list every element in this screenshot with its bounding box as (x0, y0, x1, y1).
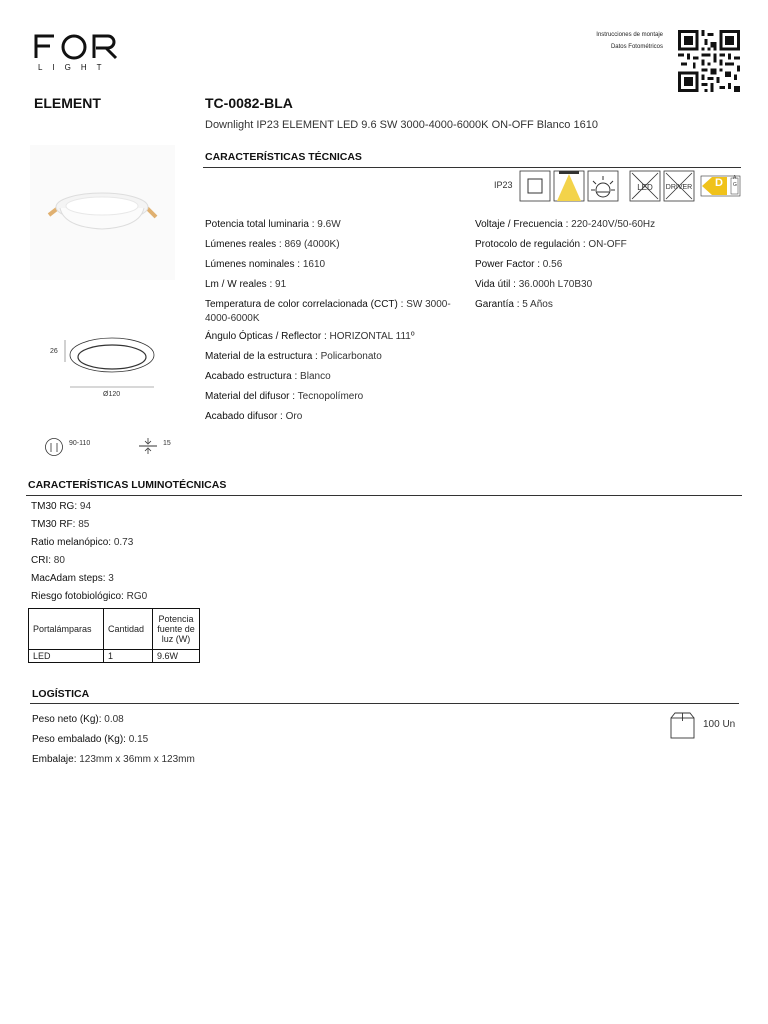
logistics-divider (30, 703, 739, 704)
spec-row: Material del difusor : Tecnopolímero (205, 391, 364, 402)
cut-out-value: 90-110 (69, 440, 91, 447)
tech-left-list (205, 218, 460, 430)
photobiological-icon (588, 171, 618, 201)
spec-row: Acabado estructura : Blanco (205, 371, 331, 382)
lumino-row: TM30 RG: 94 (31, 501, 92, 512)
spec-row: Lúmenes reales : 869 (4000K) (205, 239, 340, 250)
product-description: Downlight IP23 ELEMENT LED 9.6 SW 3000-4000-6000K ON-OFF Blanco 1610 (205, 119, 598, 131)
package-units: 100 Un (703, 719, 736, 730)
product-image (30, 145, 175, 280)
ip-rating: IP23 (494, 180, 513, 190)
lamp-table-header-cell: Potencia fuente de luz (W) (153, 609, 200, 650)
depth-icon (137, 437, 159, 455)
spec-row: Potencia total luminaria : 9.6W (205, 219, 341, 230)
svg-text:LED: LED (637, 183, 653, 192)
depth-value: 15 (163, 440, 171, 447)
product-reference: TC-0082-BLA (205, 95, 293, 111)
dimension-diameter: Ø120 (103, 391, 121, 398)
energy-scale-top: A (733, 175, 737, 181)
lamp-table-header-cell: Cantidad (104, 609, 153, 650)
logistics-row: Peso neto (Kg): 0.08 (32, 714, 124, 725)
product-family: ELEMENT (34, 95, 101, 111)
lamp-table-cell: LED (29, 650, 104, 663)
lamp-table-cell: 1 (104, 650, 153, 663)
spec-row: Lúmenes nominales : 1610 (205, 259, 326, 270)
dimension-height: 26 (50, 348, 58, 355)
logistics-section-title: LOGÍSTICA (32, 688, 90, 700)
svg-text:DRIVER: DRIVER (665, 184, 693, 191)
no-led-replace-icon (630, 171, 660, 201)
spec-row: Temperatura de color correlacionada (CCT) : SW 3000-4000-6000K (205, 299, 451, 324)
lumino-list (31, 500, 147, 608)
spec-row: Acabado difusor : Oro (205, 411, 303, 422)
spec-row: Protocolo de regulación : ON-OFF (475, 239, 627, 250)
energy-scale (733, 175, 738, 189)
cut-out-icon (44, 437, 64, 457)
lumino-row: CRI: 80 (31, 555, 65, 566)
lumino-section-title: CARACTERÍSTICAS LUMINOTÉCNICAS (28, 479, 227, 491)
lamp-table-header-cell: Portalámparas (29, 609, 104, 650)
feature-icons (519, 170, 741, 202)
spec-row: Voltaje / Frecuencia : 220-240V/50-60Hz (475, 219, 656, 230)
tech-divider (203, 167, 741, 168)
tech-section-title: CARACTERÍSTICAS TÉCNICAS (205, 151, 362, 163)
spec-row: Vida útil : 36.000h L70B30 (475, 279, 593, 290)
no-driver-replace-icon (664, 171, 694, 201)
technical-drawing (62, 330, 157, 390)
spec-row: Material de la estructura : Policarbonato (205, 351, 382, 362)
energy-class: D (715, 177, 723, 189)
lamp-table (28, 608, 200, 663)
energy-scale-bottom: G (733, 182, 737, 188)
lumino-row: TM30 RF: 85 (31, 519, 90, 530)
photometric-data-link[interactable]: Datos Fotométricos (610, 44, 663, 50)
logistics-row: Peso embalado (Kg): 0.15 (32, 734, 149, 745)
lamp-table-header (29, 609, 200, 650)
assembly-instructions-link[interactable]: Instrucciones de montaje (596, 32, 663, 38)
brand-sub: LIGHT (38, 63, 112, 72)
logistics-list (32, 713, 195, 773)
lamp-table-cell: 9.6W (153, 650, 200, 663)
qr-code-icon[interactable] (677, 30, 741, 92)
beam-angle-icon (554, 171, 584, 201)
tech-right-list (475, 218, 740, 318)
spec-row: Power Factor : 0.56 (475, 259, 563, 270)
logistics-row: Embalaje: 123mm x 36mm x 123mm (32, 754, 195, 765)
lumino-divider (26, 495, 742, 496)
header-links (596, 29, 663, 53)
box-icon (670, 712, 695, 739)
spec-row: Garantía : 5 Años (475, 299, 553, 310)
lumino-row: Ratio melanópico: 0.73 (31, 537, 134, 548)
lumino-row: MacAdam steps: 3 (31, 573, 114, 584)
square-frame-icon (520, 171, 550, 201)
spec-row: Ángulo Ópticas / Reflector : HORIZONTAL 111º (205, 331, 415, 342)
lumino-row: Riesgo fotobiológico: RG0 (31, 591, 148, 602)
table-row (29, 650, 200, 663)
spec-row: Lm / W reales : 91 (205, 279, 287, 290)
